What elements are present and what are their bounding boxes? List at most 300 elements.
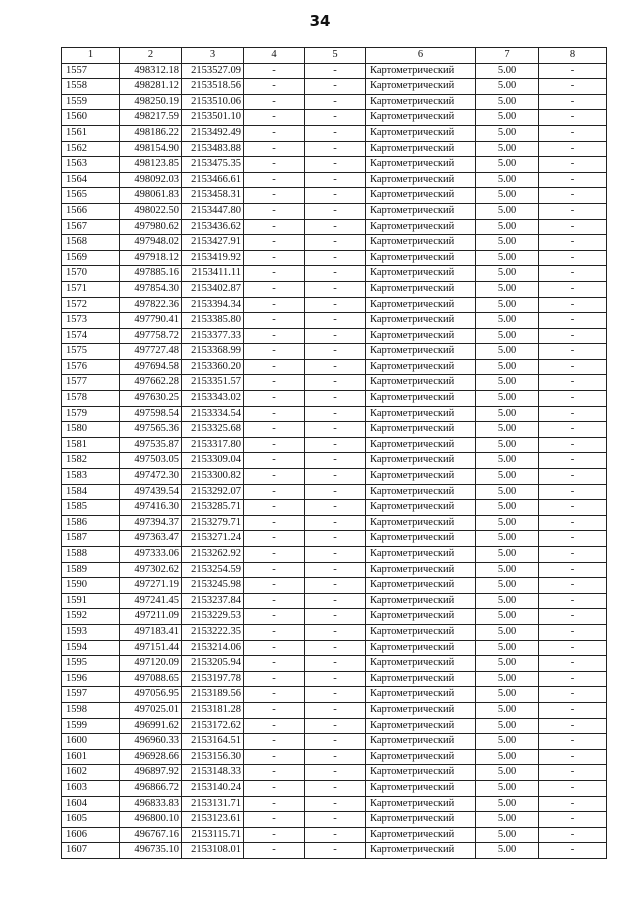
point-number-cell: 1578 [62,391,120,407]
col8-cell: - [539,406,607,422]
col4-cell: - [244,624,305,640]
point-number-cell: 1565 [62,188,120,204]
x-coordinate-cell: 497333.06 [120,547,182,563]
point-number-cell: 1588 [62,547,120,563]
col4-cell: - [244,63,305,79]
table-row [62,125,607,141]
col8-cell: - [539,203,607,219]
col8-cell: - [539,281,607,297]
method-cell: Картометрический [366,827,476,843]
table-row [62,266,607,282]
col8-cell: - [539,422,607,438]
col5-cell: - [305,219,366,235]
x-coordinate-cell: 497885.16 [120,266,182,282]
y-coordinate-cell: 2153300.82 [182,469,244,485]
point-number-cell: 1605 [62,812,120,828]
method-cell: Картометрический [366,656,476,672]
col8-cell: - [539,313,607,329]
point-number-cell: 1568 [62,235,120,251]
method-cell: Картометрический [366,687,476,703]
method-cell: Картометрический [366,313,476,329]
col8-cell: - [539,63,607,79]
col4-cell: - [244,79,305,95]
header-cell: 6 [366,48,476,64]
table-row [62,422,607,438]
table-row [62,235,607,251]
col4-cell: - [244,656,305,672]
col5-cell: - [305,609,366,625]
y-coordinate-cell: 2153427.91 [182,235,244,251]
table-row [62,671,607,687]
accuracy-cell: 5.00 [476,157,539,173]
y-coordinate-cell: 2153325.68 [182,422,244,438]
col4-cell: - [244,484,305,500]
col4-cell: - [244,531,305,547]
col8-cell: - [539,765,607,781]
method-cell: Картометрический [366,219,476,235]
col5-cell: - [305,671,366,687]
table-row [62,562,607,578]
y-coordinate-cell: 2153123.61 [182,812,244,828]
y-coordinate-cell: 2153419.92 [182,250,244,266]
y-coordinate-cell: 2153466.61 [182,172,244,188]
point-number-cell: 1572 [62,297,120,313]
accuracy-cell: 5.00 [476,281,539,297]
accuracy-cell: 5.00 [476,734,539,750]
x-coordinate-cell: 498022.50 [120,203,182,219]
col4-cell: - [244,406,305,422]
col5-cell: - [305,702,366,718]
x-coordinate-cell: 496833.83 [120,796,182,812]
table-row [62,406,607,422]
point-number-cell: 1602 [62,765,120,781]
method-cell: Картометрический [366,141,476,157]
method-cell: Картометрический [366,547,476,563]
col5-cell: - [305,157,366,173]
table-row [62,79,607,95]
col4-cell: - [244,203,305,219]
col8-cell: - [539,328,607,344]
col4-cell: - [244,94,305,110]
col5-cell: - [305,375,366,391]
y-coordinate-cell: 2153402.87 [182,281,244,297]
point-number-cell: 1562 [62,141,120,157]
method-cell: Картометрический [366,79,476,95]
table-row [62,515,607,531]
method-cell: Картометрический [366,328,476,344]
y-coordinate-cell: 2153334.54 [182,406,244,422]
x-coordinate-cell: 497439.54 [120,484,182,500]
x-coordinate-cell: 498123.85 [120,157,182,173]
x-coordinate-cell: 497211.09 [120,609,182,625]
accuracy-cell: 5.00 [476,203,539,219]
col5-cell: - [305,125,366,141]
y-coordinate-cell: 2153271.24 [182,531,244,547]
y-coordinate-cell: 2153292.07 [182,484,244,500]
accuracy-cell: 5.00 [476,359,539,375]
point-number-cell: 1567 [62,219,120,235]
point-number-cell: 1606 [62,827,120,843]
col5-cell: - [305,796,366,812]
point-number-cell: 1577 [62,375,120,391]
point-number-cell: 1574 [62,328,120,344]
col5-cell: - [305,188,366,204]
method-cell: Картометрический [366,391,476,407]
point-number-cell: 1601 [62,749,120,765]
header-cell: 5 [305,48,366,64]
accuracy-cell: 5.00 [476,235,539,251]
col5-cell: - [305,812,366,828]
method-cell: Картометрический [366,172,476,188]
col8-cell: - [539,718,607,734]
point-number-cell: 1564 [62,172,120,188]
col5-cell: - [305,453,366,469]
accuracy-cell: 5.00 [476,328,539,344]
coordinates-table [61,47,607,859]
method-cell: Картометрический [366,562,476,578]
method-cell: Картометрический [366,422,476,438]
table-row [62,640,607,656]
col4-cell: - [244,671,305,687]
x-coordinate-cell: 497088.65 [120,671,182,687]
point-number-cell: 1593 [62,624,120,640]
y-coordinate-cell: 2153351.57 [182,375,244,391]
x-coordinate-cell: 497056.95 [120,687,182,703]
point-number-cell: 1575 [62,344,120,360]
col8-cell: - [539,796,607,812]
col5-cell: - [305,843,366,859]
y-coordinate-cell: 2153317.80 [182,437,244,453]
accuracy-cell: 5.00 [476,219,539,235]
y-coordinate-cell: 2153492.49 [182,125,244,141]
col8-cell: - [539,609,607,625]
table-header-row [62,48,607,64]
accuracy-cell: 5.00 [476,765,539,781]
accuracy-cell: 5.00 [476,702,539,718]
y-coordinate-cell: 2153164.51 [182,734,244,750]
y-coordinate-cell: 2153394.34 [182,297,244,313]
col8-cell: - [539,578,607,594]
x-coordinate-cell: 496928.66 [120,749,182,765]
x-coordinate-cell: 497854.30 [120,281,182,297]
accuracy-cell: 5.00 [476,110,539,126]
y-coordinate-cell: 2153262.92 [182,547,244,563]
col8-cell: - [539,484,607,500]
table-row [62,547,607,563]
x-coordinate-cell: 498250.19 [120,94,182,110]
col8-cell: - [539,469,607,485]
point-number-cell: 1559 [62,94,120,110]
x-coordinate-cell: 497120.09 [120,656,182,672]
col4-cell: - [244,297,305,313]
x-coordinate-cell: 497694.58 [120,359,182,375]
col4-cell: - [244,687,305,703]
point-number-cell: 1596 [62,671,120,687]
method-cell: Картометрический [366,453,476,469]
accuracy-cell: 5.00 [476,422,539,438]
col5-cell: - [305,687,366,703]
table-row [62,110,607,126]
accuracy-cell: 5.00 [476,687,539,703]
col4-cell: - [244,593,305,609]
col4-cell: - [244,110,305,126]
col4-cell: - [244,702,305,718]
col4-cell: - [244,765,305,781]
col5-cell: - [305,281,366,297]
table-row [62,63,607,79]
accuracy-cell: 5.00 [476,172,539,188]
col4-cell: - [244,827,305,843]
y-coordinate-cell: 2153458.31 [182,188,244,204]
accuracy-cell: 5.00 [476,609,539,625]
col4-cell: - [244,422,305,438]
method-cell: Картометрический [366,359,476,375]
col5-cell: - [305,734,366,750]
x-coordinate-cell: 497822.36 [120,297,182,313]
y-coordinate-cell: 2153214.06 [182,640,244,656]
col8-cell: - [539,531,607,547]
point-number-cell: 1581 [62,437,120,453]
y-coordinate-cell: 2153156.30 [182,749,244,765]
point-number-cell: 1580 [62,422,120,438]
x-coordinate-cell: 497025.01 [120,702,182,718]
accuracy-cell: 5.00 [476,624,539,640]
point-number-cell: 1599 [62,718,120,734]
col8-cell: - [539,172,607,188]
col4-cell: - [244,359,305,375]
col8-cell: - [539,141,607,157]
x-coordinate-cell: 498186.22 [120,125,182,141]
accuracy-cell: 5.00 [476,141,539,157]
accuracy-cell: 5.00 [476,843,539,859]
col8-cell: - [539,110,607,126]
header-cell: 1 [62,48,120,64]
table-row [62,827,607,843]
col4-cell: - [244,469,305,485]
point-number-cell: 1587 [62,531,120,547]
point-number-cell: 1583 [62,469,120,485]
col8-cell: - [539,94,607,110]
method-cell: Картометрический [366,110,476,126]
col5-cell: - [305,172,366,188]
point-number-cell: 1597 [62,687,120,703]
table-row [62,219,607,235]
point-number-cell: 1591 [62,593,120,609]
accuracy-cell: 5.00 [476,531,539,547]
col8-cell: - [539,266,607,282]
y-coordinate-cell: 2153172.62 [182,718,244,734]
col4-cell: - [244,578,305,594]
table-row [62,531,607,547]
col5-cell: - [305,328,366,344]
accuracy-cell: 5.00 [476,94,539,110]
accuracy-cell: 5.00 [476,375,539,391]
table-row [62,391,607,407]
col5-cell: - [305,469,366,485]
y-coordinate-cell: 2153285.71 [182,500,244,516]
x-coordinate-cell: 497758.72 [120,328,182,344]
x-coordinate-cell: 497183.41 [120,624,182,640]
table-row [62,780,607,796]
x-coordinate-cell: 497790.41 [120,313,182,329]
x-coordinate-cell: 497918.12 [120,250,182,266]
table-row [62,453,607,469]
col4-cell: - [244,125,305,141]
y-coordinate-cell: 2153229.53 [182,609,244,625]
y-coordinate-cell: 2153343.02 [182,391,244,407]
x-coordinate-cell: 498154.90 [120,141,182,157]
table-row [62,500,607,516]
point-number-cell: 1561 [62,125,120,141]
point-number-cell: 1573 [62,313,120,329]
y-coordinate-cell: 2153254.59 [182,562,244,578]
accuracy-cell: 5.00 [476,63,539,79]
point-number-cell: 1582 [62,453,120,469]
y-coordinate-cell: 2153475.35 [182,157,244,173]
y-coordinate-cell: 2153131.71 [182,796,244,812]
col4-cell: - [244,749,305,765]
col5-cell: - [305,422,366,438]
table-row [62,141,607,157]
table-row [62,843,607,859]
point-number-cell: 1589 [62,562,120,578]
point-number-cell: 1563 [62,157,120,173]
col5-cell: - [305,110,366,126]
point-number-cell: 1604 [62,796,120,812]
y-coordinate-cell: 2153518.56 [182,79,244,95]
col5-cell: - [305,344,366,360]
table-row [62,765,607,781]
y-coordinate-cell: 2153411.11 [182,266,244,282]
page-number: 34 [309,12,331,30]
table-row [62,812,607,828]
method-cell: Картометрический [366,203,476,219]
method-cell: Картометрический [366,297,476,313]
point-number-cell: 1566 [62,203,120,219]
method-cell: Картометрический [366,780,476,796]
y-coordinate-cell: 2153108.01 [182,843,244,859]
col5-cell: - [305,500,366,516]
table-row [62,157,607,173]
table-row [62,328,607,344]
col8-cell: - [539,780,607,796]
table-row [62,359,607,375]
col8-cell: - [539,250,607,266]
col5-cell: - [305,547,366,563]
point-number-cell: 1592 [62,609,120,625]
col4-cell: - [244,843,305,859]
col5-cell: - [305,250,366,266]
header-cell: 4 [244,48,305,64]
table-row [62,702,607,718]
y-coordinate-cell: 2153510.06 [182,94,244,110]
col5-cell: - [305,515,366,531]
accuracy-cell: 5.00 [476,391,539,407]
y-coordinate-cell: 2153360.20 [182,359,244,375]
method-cell: Картометрический [366,188,476,204]
y-coordinate-cell: 2153189.56 [182,687,244,703]
table-row [62,484,607,500]
accuracy-cell: 5.00 [476,656,539,672]
point-number-cell: 1579 [62,406,120,422]
col5-cell: - [305,437,366,453]
y-coordinate-cell: 2153140.24 [182,780,244,796]
table-row [62,718,607,734]
method-cell: Картометрический [366,375,476,391]
col5-cell: - [305,656,366,672]
method-cell: Картометрический [366,250,476,266]
col8-cell: - [539,547,607,563]
method-cell: Картометрический [366,125,476,141]
col4-cell: - [244,391,305,407]
header-cell: 7 [476,48,539,64]
col8-cell: - [539,219,607,235]
x-coordinate-cell: 496991.62 [120,718,182,734]
table-row [62,469,607,485]
y-coordinate-cell: 2153385.80 [182,313,244,329]
col4-cell: - [244,266,305,282]
col5-cell: - [305,94,366,110]
x-coordinate-cell: 498281.12 [120,79,182,95]
x-coordinate-cell: 496960.33 [120,734,182,750]
header-cell: 8 [539,48,607,64]
table-row [62,578,607,594]
y-coordinate-cell: 2153148.33 [182,765,244,781]
method-cell: Картометрический [366,702,476,718]
col4-cell: - [244,172,305,188]
x-coordinate-cell: 498312.18 [120,63,182,79]
method-cell: Картометрический [366,157,476,173]
col5-cell: - [305,313,366,329]
method-cell: Картометрический [366,624,476,640]
col5-cell: - [305,640,366,656]
col4-cell: - [244,328,305,344]
table-row [62,94,607,110]
accuracy-cell: 5.00 [476,780,539,796]
accuracy-cell: 5.00 [476,827,539,843]
x-coordinate-cell: 497241.45 [120,593,182,609]
accuracy-cell: 5.00 [476,188,539,204]
col5-cell: - [305,484,366,500]
col5-cell: - [305,593,366,609]
accuracy-cell: 5.00 [476,749,539,765]
table-row [62,796,607,812]
accuracy-cell: 5.00 [476,718,539,734]
table-row [62,313,607,329]
method-cell: Картометрический [366,484,476,500]
point-number-cell: 1603 [62,780,120,796]
col5-cell: - [305,359,366,375]
col4-cell: - [244,219,305,235]
col5-cell: - [305,827,366,843]
method-cell: Картометрический [366,796,476,812]
col5-cell: - [305,765,366,781]
table-body [62,63,607,858]
method-cell: Картометрический [366,531,476,547]
y-coordinate-cell: 2153527.09 [182,63,244,79]
table-row [62,172,607,188]
point-number-cell: 1598 [62,702,120,718]
accuracy-cell: 5.00 [476,671,539,687]
col4-cell: - [244,344,305,360]
col8-cell: - [539,843,607,859]
col4-cell: - [244,718,305,734]
accuracy-cell: 5.00 [476,796,539,812]
x-coordinate-cell: 497598.54 [120,406,182,422]
method-cell: Картометрический [366,469,476,485]
col5-cell: - [305,780,366,796]
method-cell: Картометрический [366,63,476,79]
